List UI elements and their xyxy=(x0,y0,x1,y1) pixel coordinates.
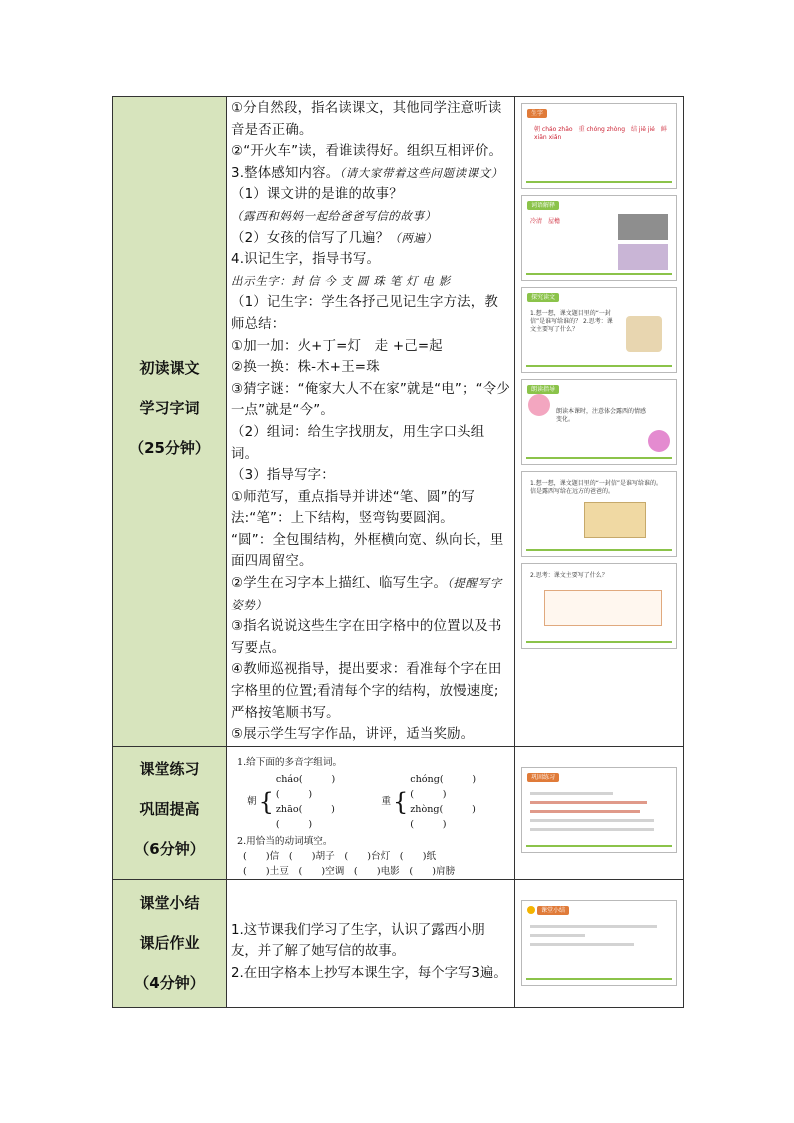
slide-header: 探究读文 xyxy=(527,293,559,302)
step-line: 4.识记生字，指导书写。 xyxy=(231,252,381,268)
slide-body-lines xyxy=(530,925,668,952)
slide-thumbnail xyxy=(521,900,677,986)
summary-line: 1.这节课我们学习了生字，认识了露西小朋友，并了解了她写信的故事。 xyxy=(231,922,485,960)
polyphone-char: 重 xyxy=(381,796,391,808)
slides-cell-practice xyxy=(515,746,684,879)
step-line: ①分自然段，指名读课文，其他同学注意听读音是否正确。 xyxy=(231,101,502,138)
slide-footer-bar xyxy=(526,978,672,980)
step-line: （3）指导写字： xyxy=(231,468,335,484)
stage-title-2: 巩固提高 xyxy=(139,800,200,819)
slide-text: 2.思考：课文主要写了什么？ xyxy=(530,572,608,579)
step-line: （1）课文讲的是谁的故事？ xyxy=(231,187,403,203)
polyphone-blank: chóng( )( ) xyxy=(410,773,477,800)
stage-title-2: 课后作业 xyxy=(139,934,200,953)
slide-header: 课堂小结 xyxy=(537,906,569,915)
step-line: ③指名说说这些生字在田字格中的位置以及书写要点。 xyxy=(231,619,502,656)
handwritten-chars: 出示生字：封 信 今 支 圆 珠 笔 灯 电 影 xyxy=(231,273,451,288)
stage-cell-summary xyxy=(113,879,227,1007)
slide-text: 1.想一想，课文题目里的“一封信”是谁写给谁的。 信是露西写给在远方的爸爸的。 xyxy=(530,480,662,495)
polyphone-blank: zhāo( )( ) xyxy=(275,803,335,830)
procedure-cell-reading xyxy=(227,97,515,747)
slide-footer-bar xyxy=(526,365,672,367)
slide-photo xyxy=(618,244,668,270)
exercise-title: 1.给下面的多音字组词。 xyxy=(237,756,343,768)
slide-text: 朗读本课时，注意体会露西的情感变化。 xyxy=(556,408,647,423)
slide-header: 词语解释 xyxy=(527,201,559,210)
step-line: （2）女孩的信写了几遍？ xyxy=(231,230,390,246)
polyphone-blank: cháo( )( ) xyxy=(275,773,336,800)
bulb-icon xyxy=(527,906,535,914)
slide-thumbnail xyxy=(521,287,677,373)
slide-body-lines xyxy=(530,792,668,837)
slide-footer-bar xyxy=(526,845,672,847)
slide-photo xyxy=(618,214,668,240)
handwritten-note: （两遍） xyxy=(389,230,438,245)
lesson-plan-table xyxy=(112,96,684,1008)
stage-time: （25分钟） xyxy=(129,439,210,457)
procedure-cell-summary xyxy=(227,879,515,1007)
stage-title-1: 初读课文 xyxy=(139,359,200,377)
stage-title-1: 课堂练习 xyxy=(139,760,200,779)
slide-text: 1.想一想，课文题目里的“一封信”是谁写给谁的？ 2.思考：课文主要写了什么？ xyxy=(530,310,613,333)
slide-footer-bar xyxy=(526,273,672,275)
stage-time: （4分钟） xyxy=(134,974,205,993)
stage-title-1: 课堂小结 xyxy=(139,894,200,913)
handwritten-note: （请大家带着这些问题读课文） xyxy=(339,165,503,180)
slide-thumbnail xyxy=(521,471,677,557)
polyphone-blank: zhòng( )( ) xyxy=(410,803,476,830)
slide-thumbnail xyxy=(521,379,677,465)
slide-header: 生字 xyxy=(527,109,547,118)
scroll-illustration-icon xyxy=(626,316,662,352)
verb-blank-row: ( )信 ( )胡子 ( )台灯 ( )纸 xyxy=(243,850,437,862)
flower-icon xyxy=(648,430,670,452)
stage-cell-reading xyxy=(113,97,227,747)
step-line: “圆”：全包围结构，外框横向宽、纵向长，里面四周留空。 xyxy=(231,532,504,570)
polyphone-char: 朝 xyxy=(247,796,257,808)
handwritten-note: （露西和妈妈一起给爸爸写信的故事） xyxy=(231,208,437,223)
procedure-cell-practice xyxy=(227,746,515,879)
step-line: 3.整体感知内容。 xyxy=(231,165,340,181)
slide-footer-bar xyxy=(526,457,672,459)
letter-envelope-icon xyxy=(584,502,646,538)
verb-blank-row: ( )土豆 ( )空调 ( )电影 ( )肩膀 xyxy=(243,865,456,877)
stage-cell-practice xyxy=(113,746,227,879)
homework-line: 2.在田字格本上抄写本课生字，每个字写3遍。 xyxy=(231,966,507,981)
slide-text: 朝 cháo zhāo 重 chóng zhòng 结 jiē jié 鲜 xiān xiǎn xyxy=(534,126,667,141)
stage-title-2: 学习字词 xyxy=(139,399,200,417)
step-line: ①加一加：火+丁=灯 走 +己=起 xyxy=(231,338,443,354)
polyphone-row xyxy=(247,772,508,832)
slides-cell-summary xyxy=(515,879,684,1007)
slide-footer-bar xyxy=(526,641,672,643)
exercise-title: 2.用恰当的动词填空。 xyxy=(237,835,333,847)
step-line: ②“开火车”读，看谁读得好。组织互相评价。 xyxy=(231,144,503,160)
flower-icon xyxy=(528,394,550,416)
step-line: ②学生在习字本上描红、临写生字。 xyxy=(231,576,448,592)
slide-thumbnail xyxy=(521,195,677,281)
step-line: ④教师巡视指导，提出要求：看准每个字在田字格里的位置;看清每个字的结构，放慢速度;严格按笔顺书写。 xyxy=(231,662,502,721)
slide-thumbnail xyxy=(521,103,677,189)
step-line: （2）组词：给生字找朋友，用生字口头组词。 xyxy=(231,424,485,462)
slide-text: 冷清 屋檐 xyxy=(530,218,561,225)
slide-thumbnail xyxy=(521,563,677,649)
slide-header: 巩固练习 xyxy=(527,773,559,782)
step-line: ③猜字谜：“俺家大人不在家”就是“电”；“令少一点”就是“今”。 xyxy=(231,381,510,419)
slide-footer-bar xyxy=(526,181,672,183)
stage-time: （6分钟） xyxy=(134,840,205,859)
step-line: （1）记生字：学生各抒己见记生字方法，教师总结： xyxy=(231,295,498,332)
slide-header: 朗读指导 xyxy=(527,385,559,394)
handwritten-note: （提醒写字姿势） xyxy=(231,576,502,612)
brace-icon: { xyxy=(258,787,274,816)
answer-box xyxy=(544,590,662,626)
brace-icon: { xyxy=(392,787,409,816)
slide-footer-bar xyxy=(526,549,672,551)
slides-cell-reading xyxy=(515,97,684,747)
step-line: ①师范写，重点指导并讲述“笔、圆”的写法:“笔”：上下结构，竖弯钩要圆润。 xyxy=(231,489,475,527)
step-line: ⑤展示学生写字作品，讲评，适当奖励。 xyxy=(231,727,475,743)
step-line: ②换一换：株-木+王=珠 xyxy=(231,360,380,376)
slide-thumbnail xyxy=(521,767,677,853)
